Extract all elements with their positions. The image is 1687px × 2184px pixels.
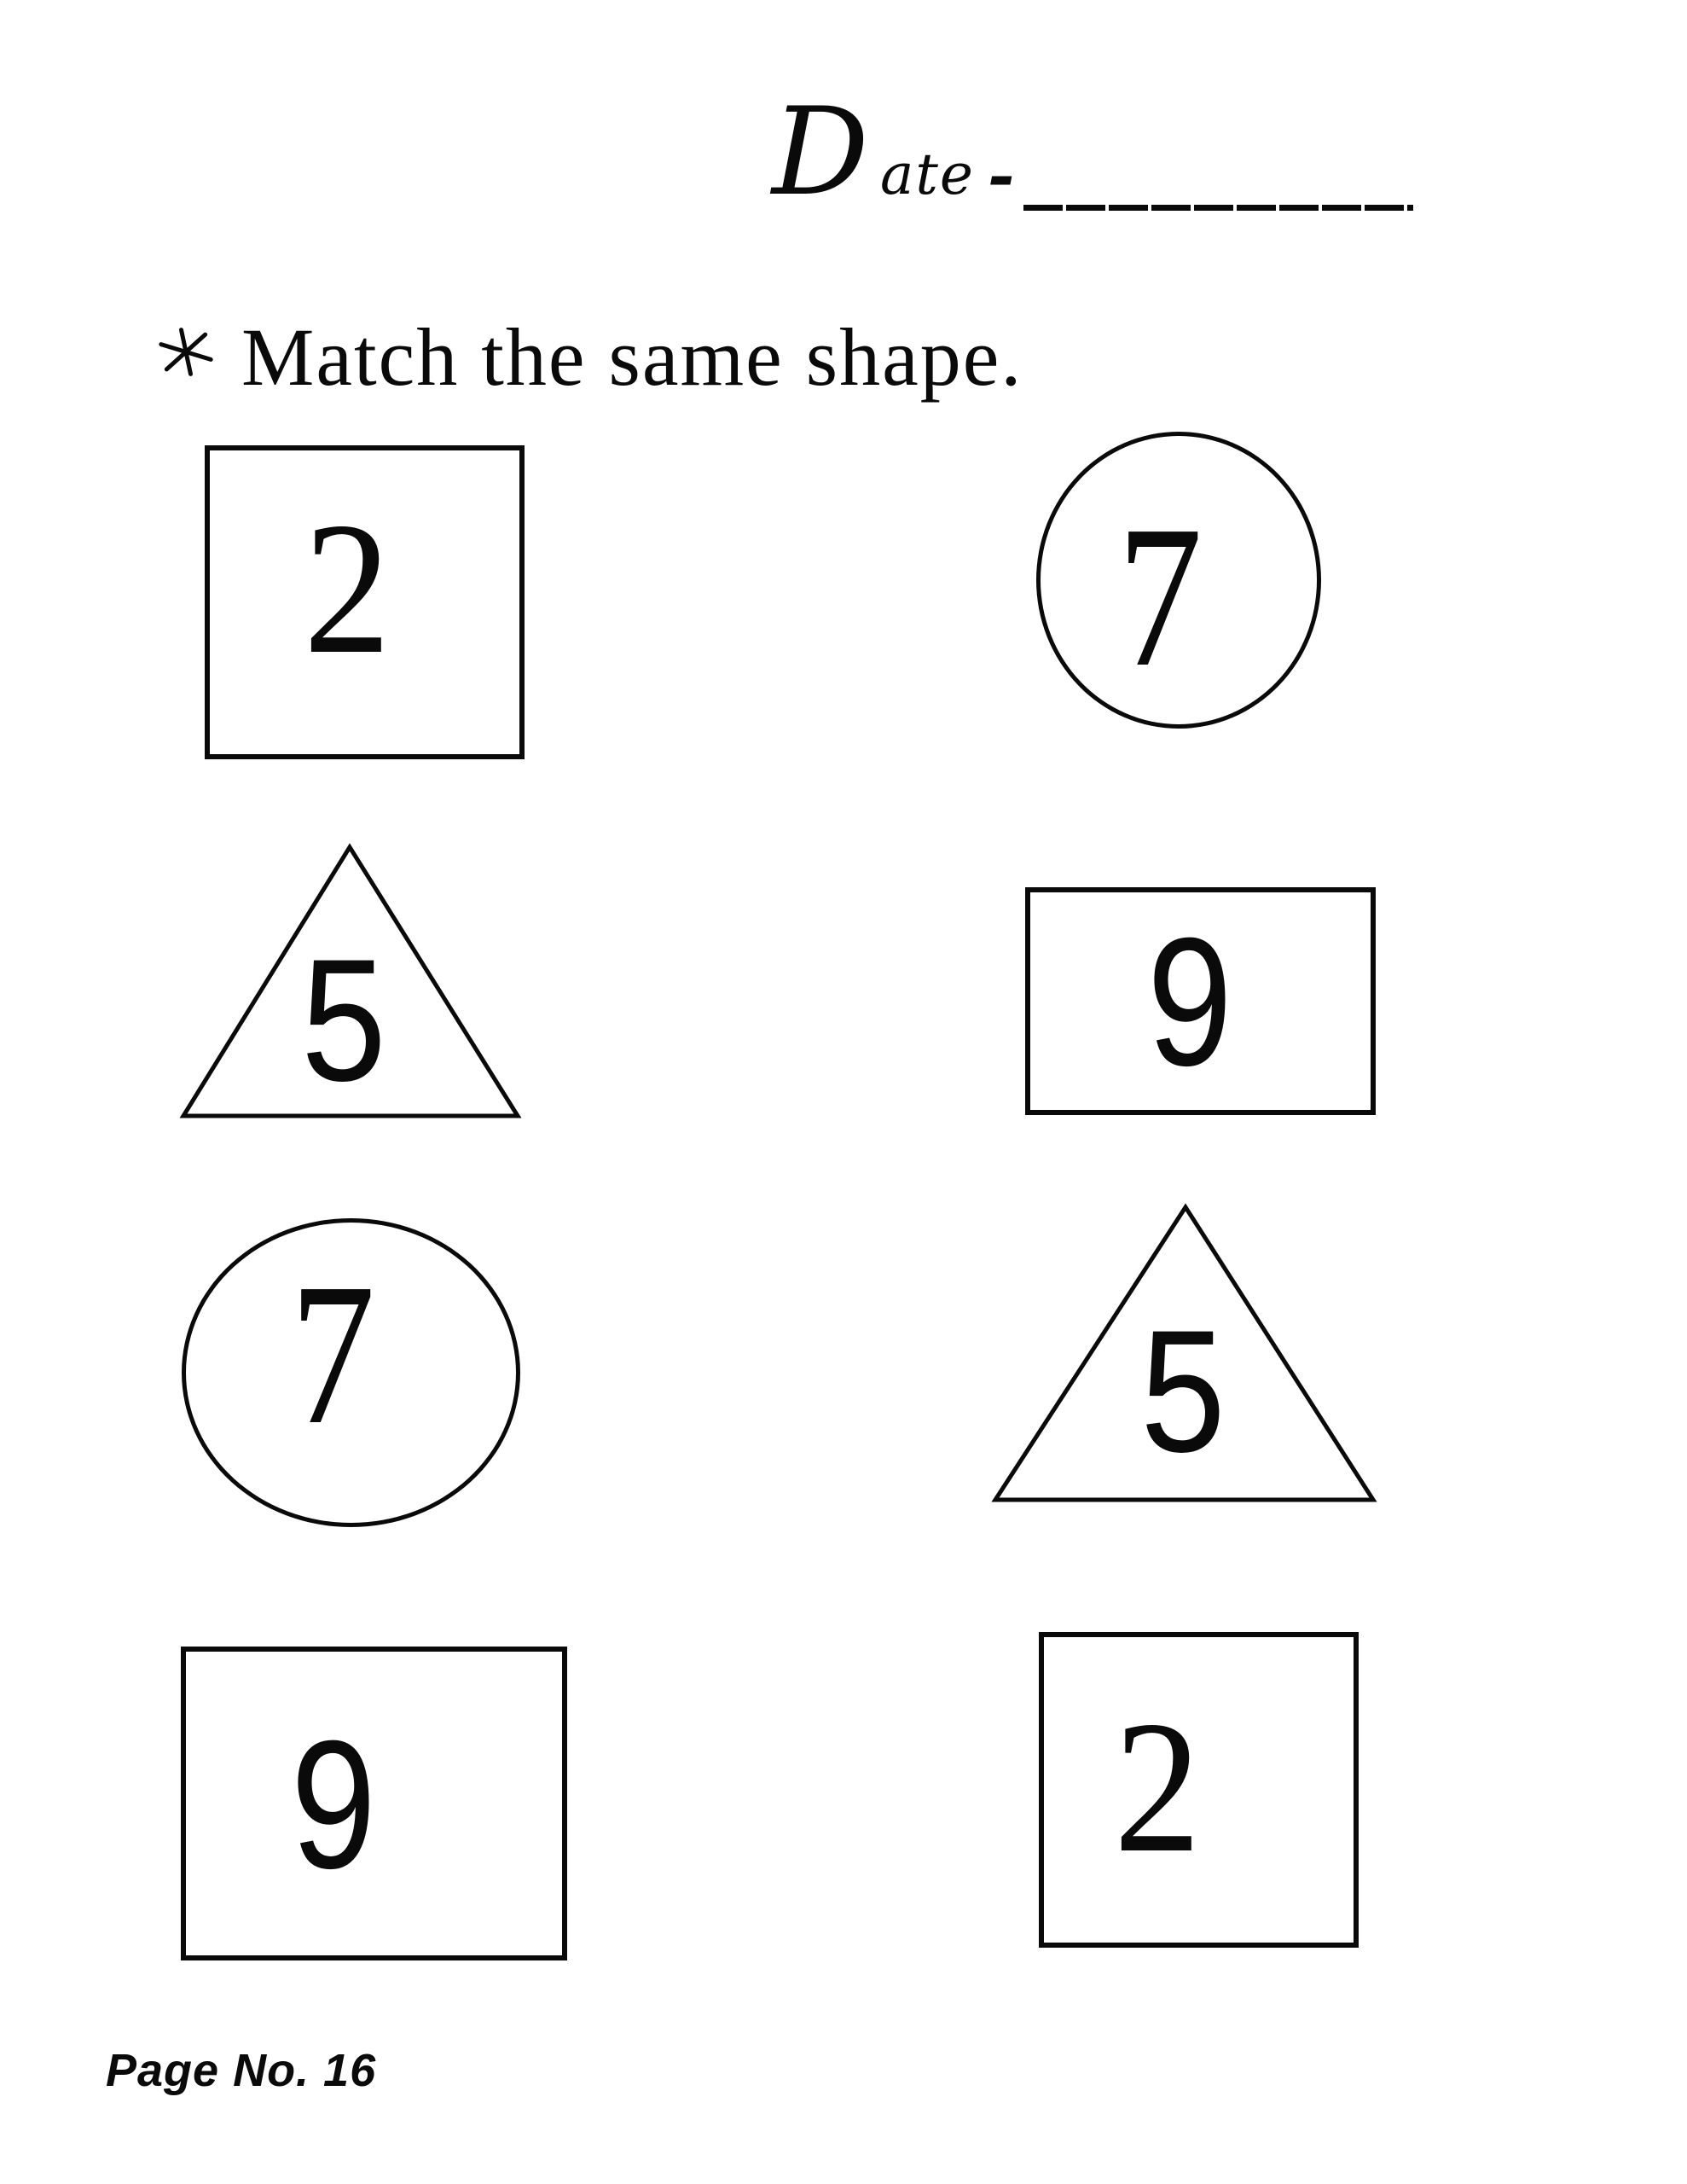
shape-number: 9 [1147, 900, 1233, 1105]
shape-cell-square-2 [1039, 1632, 1359, 1948]
shape-cell-triangle-5 [985, 1199, 1383, 1507]
shape-number: 7 [290, 1242, 376, 1467]
date-separator: - [988, 137, 1015, 213]
asterisk-stroke [164, 332, 208, 373]
asterisk-star-icon [157, 326, 215, 379]
shape-cell-ellipse-7 [182, 1218, 520, 1527]
shape-cell-rectangle-9 [181, 1647, 567, 1960]
date-label-initial: D [772, 82, 869, 223]
date-blank-line [1023, 205, 1413, 211]
shape-number: 9 [290, 1702, 376, 1907]
page-number-label: Page No. 16 [106, 2045, 377, 2096]
shape-number: 5 [301, 922, 387, 1118]
shape-number: 2 [1114, 1682, 1202, 1893]
shape-number: 7 [1116, 484, 1203, 709]
shape-cell-square-2 [205, 445, 525, 759]
date-label-rest: ate [880, 142, 975, 207]
shape-cell-triangle-5 [175, 840, 526, 1123]
instruction-text: Match the same shape. [241, 311, 1023, 403]
shape-cell-rectangle-9 [1025, 887, 1376, 1115]
shape-cell-circle-7 [1036, 432, 1321, 729]
shape-number: 2 [303, 484, 391, 694]
shape-number: 5 [1140, 1293, 1226, 1489]
